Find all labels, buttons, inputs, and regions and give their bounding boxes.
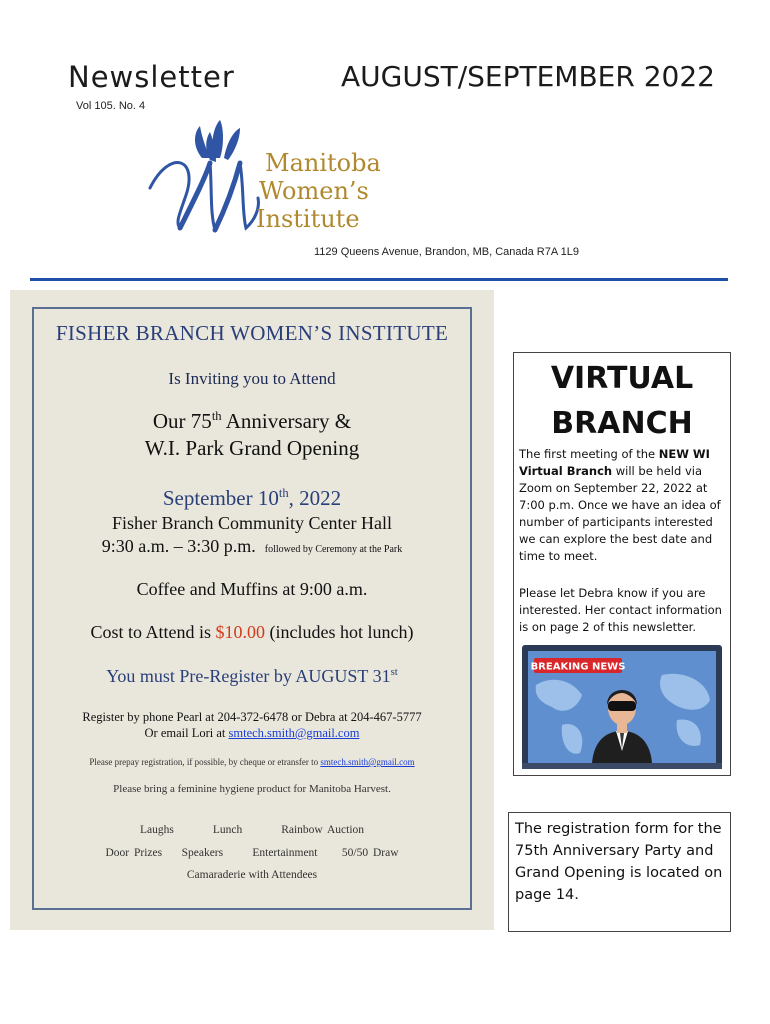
tulip-w-logo-icon [140,118,410,243]
flyer-preregister: You must Pre-Register by AUGUST 31st [106,666,398,686]
virtual-branch-details: The first meeting of the NEW WI Virtual Branch will be held via Zoom on September 22, 2022 at 7:00 p.m. Once we have an idea of number of participants interested we can explore the best date and time to meet. [519,447,721,563]
newsletter-title: Newsletter [68,60,235,94]
flyer-activities-2: Door Prizes Speakers Entertainment 50/50 Draw [105,847,399,859]
prepay-email-link[interactable]: smtech.smith@gmail.com [320,757,415,767]
flyer-heading: FISHER BRANCH WOMEN’S INSTITUTE [55,321,449,345]
logo-word-2: Women’s [259,177,369,205]
news-anchor-icon [522,645,722,773]
flyer-cost: Cost to Attend is $10.00 (includes hot lunch) [90,622,414,642]
flyer-park-opening: W.I. Park Grand Opening [144,436,360,460]
mwi-logo [140,118,410,243]
email-link[interactable]: smtech.smith@gmail.com [228,726,360,740]
volume-number: Vol 105. No. 4 [76,100,146,112]
flyer-anniversary: Our 75th Anniversary & [152,409,352,433]
address: 1129 Queens Avenue, Brandon, MB, Canada R7A 1L9 [314,246,580,258]
registration-note: The registration form for the 75th Anniversary Party and Grand Opening is located on page 14. [515,821,723,903]
virtual-branch-contact: Please let Debra know if you are interested. Her contact information is on page 2 of this newsletter. [519,586,722,634]
issue-date: AUGUST/SEPTEMBER 2022 [341,60,715,93]
breaking-news-badge: BREAKING NEWS [530,661,626,673]
flyer-border [32,307,472,910]
flyer-phone: Register by phone Pearl at 204-372-6478 or Debra at 204-467-5777 [82,710,422,724]
virtual-title-line1: VIRTUAL [550,361,694,396]
flyer-activities-1: Laughs Lunch Rainbow Auction [139,824,365,836]
anniversary-flyer [10,290,494,930]
logo-word-1: Manitoba [265,149,381,177]
flyer-email: Or email Lori at smtech.smith@gmail.com [144,726,360,740]
flyer-venue: Fisher Branch Community Center Hall [112,513,392,533]
flyer-invite: Is Inviting you to Attend [168,369,336,388]
flyer-coffee: Coffee and Muffins at 9:00 a.m. [136,579,368,599]
logo-word-3: Institute [256,205,360,233]
flyer-activities-3: Camaraderie with Attendees [186,869,318,881]
flyer-prepay: Please prepay registration, if possible, by cheque or etransfer to smtech.smith@gmail.com [89,757,415,767]
virtual-branch-box [513,352,731,776]
flyer-hygiene: Please bring a feminine hygiene product for Manitoba Harvest. [113,783,391,795]
registration-note-box [508,812,731,932]
flyer-time: 9:30 a.m. – 3:30 p.m. followed by Ceremony at the Park [101,536,403,556]
breaking-news-image [522,645,722,773]
flyer-date: September 10th, 2022 [162,486,342,510]
virtual-title-line2: BRANCH [551,406,693,441]
header-divider [30,278,728,281]
